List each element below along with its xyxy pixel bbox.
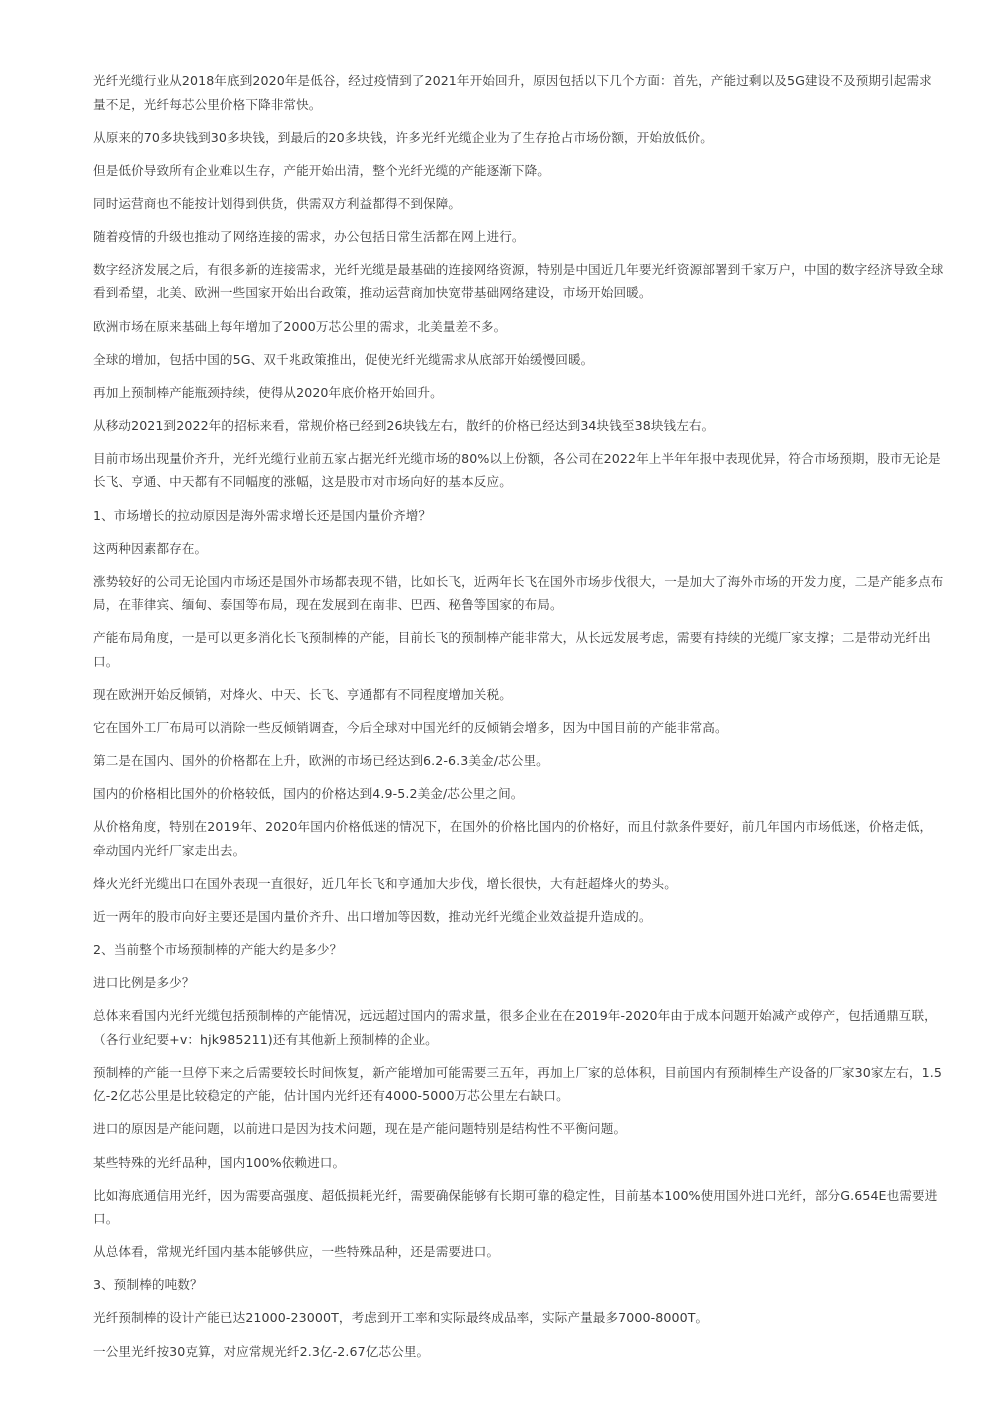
paragraph: 产能布局角度，一是可以更多消化长飞预制棒的产能，目前长飞的预制棒产能非常大，从长远发展考虑，需要有持续的光缆厂家支撑；二是带动光纤出口。 [93, 630, 931, 669]
paragraph: 某些特殊的光纤品种，国内100%依赖进口。 [93, 1154, 346, 1170]
paragraph: 进口比例是多少？ [93, 975, 195, 991]
paragraph: 涨势较好的公司无论国内市场还是国外市场都表现不错，比如长飞，近两年长飞在国外市场步伐很大，一是加大了海外市场的开发力度，二是产能多点布局，在菲律宾、缅甸、泰国等布局，现在发展到在南非、巴西、秘鲁等国家的布局。 [93, 573, 944, 613]
paragraph: 再加上预制棒产能瓶颈持续，使得从2020年底价格开始回升。 [93, 384, 443, 400]
paragraph: 从原来的70多块钱到30多块钱，到最后的20多块钱，许多光纤光缆企业为了生存抢占市场份额，开始放低价。 [93, 129, 713, 145]
paragraph: 预制棒的产能一旦停下来之后需要较长时间恢复，新产能增加可能需要三五年，再加上厂家的总体积，目前国内有预制棒生产设备的厂家30家左右，1.5亿-2亿芯公里是比较稳定的产能，估计国内光纤还有4000-5000万芯公里左右缺口。 [93, 1064, 942, 1104]
paragraph: 同时运营商也不能按计划得到供货，供需双方利益都得不到保障。 [93, 195, 462, 211]
paragraph: 欧洲市场在原来基础上每年增加了2000万芯公里的需求，北美量差不多。 [93, 318, 507, 334]
paragraph: 从总体看，常规光纤国内基本能够供应，一些特殊品种，还是需要进口。 [93, 1244, 500, 1260]
paragraph: 烽火光纤光缆出口在国外表现一直很好，近几年长飞和亨通加大步伐，增长很快，大有赶超烽火的势头。 [93, 875, 677, 891]
paragraph: 从价格角度，特别在2019年、2020年国内价格低迷的情况下，在国外的价格比国内的价格好，而且付款条件要好，前几年国内市场低迷，价格走低，牵动国内光纤厂家走出去。 [93, 819, 933, 858]
paragraph: 进口的原因是产能问题，以前进口是因为技术问题，现在是产能问题特别是结构性不平衡问题。 [93, 1121, 627, 1137]
paragraph: 比如海底通信用光纤，因为需要高强度、超低损耗光纤，需要确保能够有长期可靠的稳定性，目前基本100%使用国外进口光纤，部分G.654E也需要进口。 [93, 1187, 938, 1227]
paragraph: 从移动2021到2022年的招标来看，常规价格已经到26块钱左右，散纤的价格已经达到34块钱至38块钱左右。 [93, 417, 715, 433]
section-heading: 3、预制棒的吨数？ [93, 1277, 203, 1293]
section-heading: 1、市场增长的拉动原因是海外需求增长还是国内量价齐增？ [93, 507, 432, 523]
paragraph: 数字经济发展之后，有很多新的连接需求，光纤光缆是最基础的连接网络资源，特别是中国近几年要光纤资源部署到千家万户，中国的数字经济导致全球看到希望，北美、欧洲一些国家开始出台政策，推动运营商加快宽带基础网络建设，市场开始回暖。 [93, 261, 944, 301]
paragraph: 光纤光缆行业从2018年底到2020年是低谷，经过疫情到了2021年开始回升，原因包括以下几个方面：首先，产能过剩以及5G建设不及预期引起需求量不足，光纤每芯公里价格下降非常快。 [93, 73, 932, 112]
paragraph: 全球的增加，包括中国的5G、双千兆政策推出，促使光纤光缆需求从底部开始缓慢回暖。 [93, 351, 594, 367]
paragraph: 近一两年的股市向好主要还是国内量价齐升、出口增加等因数，推动光纤光缆企业效益提升造成的。 [93, 908, 652, 924]
paragraph: 这两种因素都存在。 [93, 540, 208, 556]
paragraph: 第二是在国内、国外的价格都在上升，欧洲的市场已经达到6.2-6.3美金/芯公里。 [93, 753, 549, 769]
paragraph: 总体来看国内光纤光缆包括预制棒的产能情况，远远超过国内的需求量，很多企业在在2019年-2020年由于成本问题开始减产或停产，包括通鼎互联， （各行业纪要+v：hjk985211)还有其他新上预制棒的企业。 [93, 1008, 937, 1047]
paragraph: 国内的价格相比国外的价格较低，国内的价格达到4.9-5.2美金/芯公里之间。 [93, 786, 524, 802]
paragraph: 目前市场出现量价齐升，光纤光缆行业前五家占据光纤光缆市场的80%以上份额，各公司在2022年上半年年报中表现优异，符合市场预期，股市无论是长飞、亨通、中天都有不同幅度的涨幅，这是股市对市场向好的基本反应。 [93, 450, 941, 490]
paragraph: 它在国外工厂布局可以消除一些反倾销调查，今后全球对中国光纤的反倾销会增多，因为中国目前的产能非常高。 [93, 720, 728, 735]
paragraph: 现在欧洲开始反倾销，对烽火、中天、长飞、亨通都有不同程度增加关税。 [93, 686, 512, 702]
paragraph: 但是低价导致所有企业难以生存，产能开始出清，整个光纤光缆的产能逐渐下降。 [93, 162, 550, 178]
paragraph: 光纤预制棒的设计产能已达21000-23000T，考虑到开工率和实际最终成品率，实际产量最多7000-8000T。 [93, 1310, 709, 1326]
section-heading: 2、当前整个市场预制棒的产能大约是多少？ [93, 942, 343, 958]
paragraph: 一公里光纤按30克算，对应常规光纤2.3亿-2.67亿芯公里。 [93, 1343, 430, 1359]
paragraph: 随着疫情的升级也推动了网络连接的需求，办公包括日常生活都在网上进行。 [93, 228, 525, 244]
